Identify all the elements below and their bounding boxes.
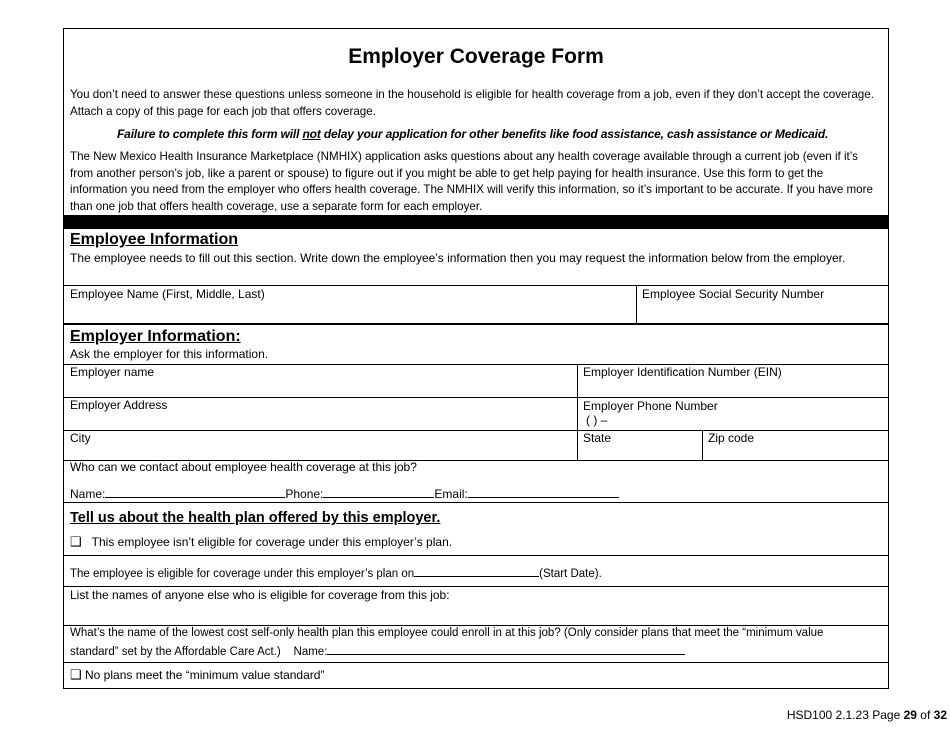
divider [702,430,703,460]
employee-ssn-label: Employee Social Security Number [642,287,825,301]
divider [64,502,888,503]
state-label: State [583,431,612,445]
ein-label: Employer Identification Number (EIN) [583,365,782,379]
employer-section-heading: Employer Information: [70,328,241,345]
employee-instructions: The employee needs to fill out this section. Write down the employee’s information then you may request the information below from the employer. [70,251,846,265]
not-eligible-row [70,535,452,550]
zip-field[interactable] [705,445,886,459]
employer-coverage-form [63,28,889,689]
employee-name-label: Employee Name (First, Middle, Last) [70,287,265,301]
lowest-name-label: Name: [293,646,328,658]
employee-section-heading: Employee Information [70,231,239,248]
form-id: HSD100 2.1.23 Page [786,708,904,722]
contact-phone-label: Phone: [285,487,324,501]
employee-ssn-field[interactable] [639,289,887,322]
others-label: List the names of anyone else who is eligible for coverage from this job: [70,588,450,602]
contact-name-label: Name: [70,487,106,501]
page-total: 32 [933,708,947,722]
divider [636,285,637,323]
city-label: City [70,431,91,445]
divider [64,323,888,325]
employer-address-field[interactable] [64,412,575,429]
employer-instructions: Ask the employer for this information. [70,347,269,361]
others-field[interactable] [64,603,888,623]
city-field[interactable] [64,445,575,459]
contact-name-field[interactable] [105,485,285,498]
zip-label: Zip code [708,431,755,445]
employer-name-label: Employer name [70,365,155,379]
page-footer [787,708,947,722]
not-eligible-checkbox[interactable]: ❑ [70,534,82,549]
lowest-plan-name-field[interactable] [327,642,685,655]
no-plans-checkbox[interactable]: ❑ [70,667,82,682]
employee-name-field[interactable] [64,289,634,322]
employer-phone-label: Employer Phone Number [583,399,718,413]
no-plans-row [70,668,324,683]
warning-not: not [302,127,321,141]
not-eligible-label: This employee isn’t eligible for coverage under this employer’s plan. [91,535,453,549]
employer-phone-format: ( ) – [586,413,608,427]
contact-email-field[interactable] [468,485,619,498]
start-date-field[interactable] [414,564,539,577]
divider [64,430,888,431]
contact-email-label: Email: [434,487,468,501]
warning-after: delay your application for other benefits like food assistance, cash assistance or Medicaid. [320,127,829,141]
divider [64,397,888,398]
no-plans-label: No plans meet the “minimum value standard” [85,668,325,682]
state-field[interactable] [580,445,700,459]
lowest-cost-question: What’s the name of the lowest cost self-only health plan this employee could enroll in at this job? (Only consider plans that meet the “minimum value [70,627,824,639]
divider [64,662,888,663]
page-number: 29 [903,708,917,722]
warning-before: Failure to complete this form will [117,127,303,141]
contact-phone-field[interactable] [323,485,434,498]
warning-text [117,127,828,142]
lowest-cost-row [70,642,685,660]
divider [64,555,888,556]
eligible-label: The employee is eligible for coverage under this employer’s plan on [70,568,415,580]
lowest-cost-question-2: standard” set by the Affordable Care Act.) [70,646,281,658]
divider [64,285,888,286]
page-of: of [916,708,934,722]
divider [577,364,578,460]
employer-name-field[interactable] [64,379,575,396]
contact-question: Who can we contact about employee health coverage at this job? [70,460,417,474]
ein-field[interactable] [580,379,886,396]
plan-section-heading: Tell us about the health plan offered by this employer. [70,510,441,526]
form-title: Employer Coverage Form [348,45,604,68]
employer-address-label: Employer Address [70,398,168,412]
employer-phone-field[interactable] [580,412,886,429]
divider [64,586,888,587]
section-divider-bar [64,215,888,229]
intro-text: You don’t need to answer these questions unless someone in the household is eligible for health coverage from a job, even if they don’t accept the coverage. Attach a copy of this page for each job that offers coverage. [70,88,874,118]
contact-row [70,485,619,502]
body-text: The New Mexico Health Insurance Marketplace (NMHIX) application asks questions about any health coverage available through a current job (even if it’s from another person’s job, like a parent or spouse) to figure out if you might be able to get help paying for health insurance. Use this form to get the information you need from the employer who offers health coverage. The NMHIX will verify this information, so it’s important to be accurate. If you have more than one job that offers health coverage, use a separate form for each employer. [70,150,873,213]
eligible-row [70,564,602,582]
start-date-label: (Start Date). [539,568,602,580]
